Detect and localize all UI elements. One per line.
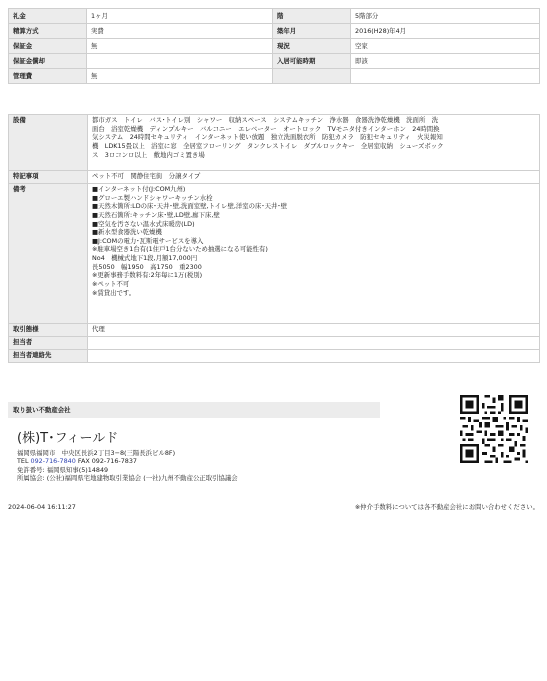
fax-number: FAX 092-716-7837 <box>75 457 138 466</box>
tanto-value <box>88 337 540 350</box>
summary-label: 保証金償却 <box>9 54 87 69</box>
biko-line: ※ペット不可 <box>92 280 130 289</box>
biko-line: ■天然木箇所:LDの床･天井･壁,洗面室壁,トイレ壁,洋室の床･天井･壁 <box>92 202 287 211</box>
tokki-value: ペット不可 関静住宅街 分譲タイプ <box>88 171 540 184</box>
association: 所属協会: (公社)福岡県宅地建物取引業協会 (一社)九州不動産公正取引協議会 <box>17 474 238 483</box>
setsubi-line: 都市ガス トイレ バス･トイレ別 シャワー 収納スペース システムキッチン 浄水器 食器洗浄乾燥機 洗面所 洗 <box>92 116 439 124</box>
company-info <box>17 449 238 483</box>
setsubi-line: 気システム 24時間セキュリティ インターネット使い放題 独立洗面脱衣所 防犯カメラ 防犯セキュリティ 火災報知 <box>92 133 443 142</box>
biko-line: ■インターネット付(J:COM九州) <box>92 185 186 193</box>
summary-row <box>9 54 540 69</box>
biko-line: 長5050 幅1950 高1750 重2300 <box>92 262 202 271</box>
biko-line: ※駐車場空き1台有(1住戸1台分ないため抽選になる可能性有) <box>92 245 268 254</box>
biko-line: ■新水型食器洗い乾燥機 <box>92 228 162 237</box>
biko-line: ■グローエ製ハンドシャワーキッチン水栓 <box>92 193 213 202</box>
summary-value: 無 <box>87 39 273 54</box>
footer-note: ※仲介手数料については各不動産会社にお問い合わせください。 <box>354 503 539 511</box>
summary-row <box>9 9 540 24</box>
tel-link[interactable]: 092-716-7840 <box>30 457 76 466</box>
summary-label: 保証金 <box>9 39 87 54</box>
summary-label: 築年月 <box>273 24 351 39</box>
summary-row <box>9 24 540 39</box>
setsubi-line: ス 3ロコンロ以上 敷地内ゴミ置き場 <box>92 150 205 159</box>
summary-label <box>273 69 351 84</box>
summary-label: 現況 <box>273 39 351 54</box>
setsubi-value <box>88 115 540 171</box>
renraku-value <box>88 350 540 363</box>
qr-code-icon <box>460 395 528 463</box>
property-detail-table <box>8 114 540 363</box>
summary-row <box>9 39 540 54</box>
summary-value: 5階部分 <box>351 9 540 24</box>
biko-line: ■J:COMの電力･瓦斯電サービスを導入 <box>92 236 204 245</box>
biko-line: No4 機械式地下1段,月額17,000円 <box>92 254 198 263</box>
summary-row <box>9 69 540 84</box>
summary-value <box>351 69 540 84</box>
summary-value <box>87 54 273 69</box>
biko-value <box>88 184 540 324</box>
summary-label: 礼金 <box>9 9 87 24</box>
summary-value: 無 <box>87 69 273 84</box>
summary-label: 管理費 <box>9 69 87 84</box>
summary-label: 入居可能時期 <box>273 54 351 69</box>
biko-line: ■天然石箇所:キッチン床･壁,LD壁,廊下床,壁 <box>92 210 220 219</box>
print-timestamp: 2024-06-04 16:11:27 <box>8 503 76 511</box>
torihiki-value: 代理 <box>88 324 540 337</box>
summary-value: 空家 <box>351 39 540 54</box>
setsubi-label: 設備 <box>9 115 88 171</box>
setsubi-line: 面台 浴室乾燥機 ディンプルキー バルコニー エレベーター オートロック TVモニタ付きインターホン 24時間換 <box>92 124 440 133</box>
summary-label: 精算方式 <box>9 24 87 39</box>
torihiki-label: 取引態様 <box>9 324 88 337</box>
tokki-label: 特記事項 <box>9 171 88 184</box>
biko-line: ※賃貸出です。 <box>92 288 136 297</box>
summary-value: 即該 <box>351 54 540 69</box>
company-name: (株)T･フィールド <box>17 431 119 446</box>
biko-line: ■空気を汚さない温水式床暖房(LD) <box>92 219 195 228</box>
summary-value: 2016(H28)年4月 <box>351 24 540 39</box>
renraku-label: 担当者連絡先 <box>9 350 88 363</box>
biko-line: ※更新事務手数料有:2年毎に1万(税別) <box>92 271 203 280</box>
setsubi-line: 機 LDK15畳以上 浴室に窓 全居室フローリング タンクレストイレ ダブルロックキー 全居室収納 シューズボック <box>92 141 444 150</box>
summary-label: 階 <box>273 9 351 24</box>
biko-label: 備考 <box>9 184 88 324</box>
summary-value: 実費 <box>87 24 273 39</box>
tanto-label: 担当者 <box>9 337 88 350</box>
company-section-title: 取り扱い不動産会社 <box>8 402 380 418</box>
property-summary-table <box>8 8 540 84</box>
company-contact <box>17 457 238 465</box>
summary-value: 1ヶ月 <box>87 9 273 24</box>
license-number: 免許番号: 福岡県知事(5)14849 <box>17 465 109 474</box>
company-address: 福岡県福岡市 中央区長浜2丁目3−8(三陽長浜ビル8F) <box>17 449 176 457</box>
tel-prefix: TEL <box>17 457 31 466</box>
